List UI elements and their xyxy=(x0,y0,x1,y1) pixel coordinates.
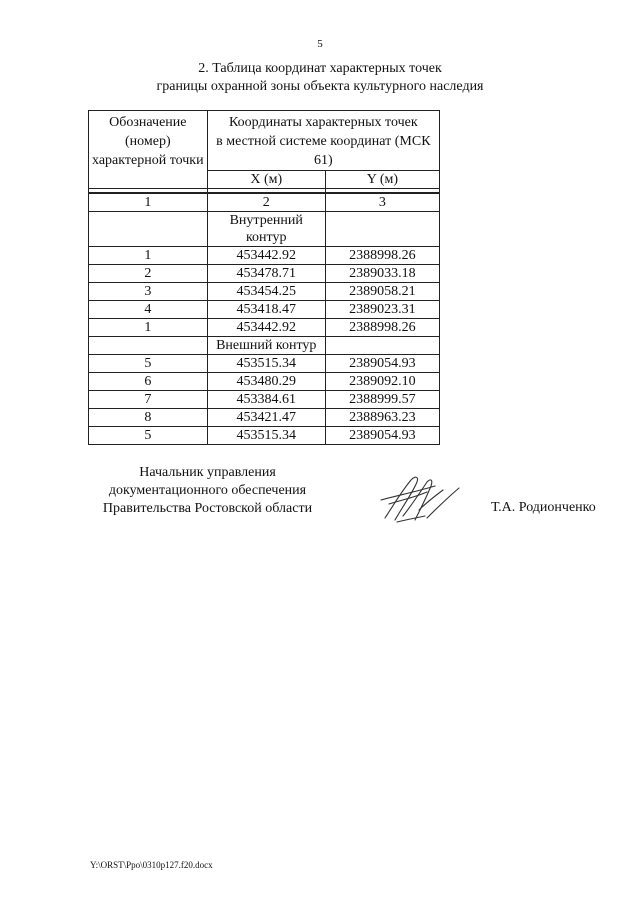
position-line-3: Правительства Ростовской области xyxy=(102,501,313,516)
y-coordinate-cell: 2388999.57 xyxy=(325,391,439,409)
inner-contour-row xyxy=(89,265,440,283)
header-coordinates xyxy=(207,111,439,171)
header-row xyxy=(89,111,440,171)
outer-contour-rows xyxy=(89,355,440,445)
outer-contour-row xyxy=(89,409,440,427)
outer-contour-label: Внешний контур xyxy=(207,337,325,355)
y-coordinate-cell: 2389023.31 xyxy=(325,301,439,319)
header-col1-line1: Обозначение (номер) xyxy=(109,115,187,149)
header-point-designation xyxy=(89,111,208,189)
point-number-cell: 2 xyxy=(89,265,208,283)
point-number-cell: 5 xyxy=(89,355,208,373)
header-y: Y (м) xyxy=(325,171,439,189)
header-x: X (м) xyxy=(207,171,325,189)
position-line-1: Начальник управления xyxy=(139,465,276,480)
x-coordinate-cell: 453515.34 xyxy=(207,355,325,373)
point-number-cell: 1 xyxy=(89,319,208,337)
x-coordinate-cell: 453442.92 xyxy=(207,247,325,265)
inner-contour-label: Внутренний контур xyxy=(207,212,325,247)
table-title xyxy=(0,60,640,96)
inner-contour-row xyxy=(89,319,440,337)
x-coordinate-cell: 453515.34 xyxy=(207,427,325,445)
x-coordinate-cell: 453478.71 xyxy=(207,265,325,283)
index-row xyxy=(89,193,440,212)
outer-contour-row xyxy=(89,355,440,373)
position-line-2: документационного обеспечения xyxy=(108,483,307,498)
title-line-1: 2. Таблица координат характерных точек xyxy=(198,61,442,76)
outer-contour-row xyxy=(89,373,440,391)
point-number-cell: 7 xyxy=(89,391,208,409)
coordinates-table xyxy=(88,110,440,445)
point-number-cell: 6 xyxy=(89,373,208,391)
y-coordinate-cell: 2388998.26 xyxy=(325,247,439,265)
signatory-name: Т.А. Родионченко xyxy=(491,500,596,515)
header-coords-line2: в местной системе координат (МСК 61) xyxy=(216,134,431,168)
y-coordinate-cell: 2389092.10 xyxy=(325,373,439,391)
x-coordinate-cell: 453384.61 xyxy=(207,391,325,409)
y-coordinate-cell: 2388998.26 xyxy=(325,319,439,337)
outer-contour-row xyxy=(89,391,440,409)
y-coordinate-cell: 2389054.93 xyxy=(325,355,439,373)
point-number-cell: 8 xyxy=(89,409,208,427)
outer-contour-row xyxy=(89,427,440,445)
point-number-cell: 1 xyxy=(89,247,208,265)
x-coordinate-cell: 453421.47 xyxy=(207,409,325,427)
outer-contour-label-row xyxy=(89,337,440,355)
x-coordinate-cell: 453454.25 xyxy=(207,283,325,301)
y-coordinate-cell: 2389054.93 xyxy=(325,427,439,445)
inner-contour-row xyxy=(89,283,440,301)
x-coordinate-cell: 453418.47 xyxy=(207,301,325,319)
point-number-cell: 3 xyxy=(89,283,208,301)
inner-contour-row xyxy=(89,301,440,319)
header-coords-line1: Координаты характерных точек xyxy=(228,115,418,130)
inner-contour-row xyxy=(89,247,440,265)
signatory-position xyxy=(60,464,355,518)
inner-contour-label-row xyxy=(89,212,440,247)
index-cell: 3 xyxy=(325,193,439,212)
document-file-path: Y:\ORST\Ppo\0310p127.f20.docx xyxy=(90,860,213,870)
page-number: 5 xyxy=(317,38,323,50)
inner-contour-rows xyxy=(89,247,440,337)
index-cell: 2 xyxy=(207,193,325,212)
x-coordinate-cell: 453442.92 xyxy=(207,319,325,337)
header-col1-line2: характерной точки xyxy=(92,153,204,168)
y-coordinate-cell: 2388963.23 xyxy=(325,409,439,427)
y-coordinate-cell: 2389033.18 xyxy=(325,265,439,283)
title-line-2: границы охранной зоны объекта культурного наследия xyxy=(156,79,484,94)
y-coordinate-cell: 2389058.21 xyxy=(325,283,439,301)
handwritten-signature xyxy=(375,470,465,528)
x-coordinate-cell: 453480.29 xyxy=(207,373,325,391)
point-number-cell: 4 xyxy=(89,301,208,319)
point-number-cell: 5 xyxy=(89,427,208,445)
index-cell: 1 xyxy=(89,193,208,212)
